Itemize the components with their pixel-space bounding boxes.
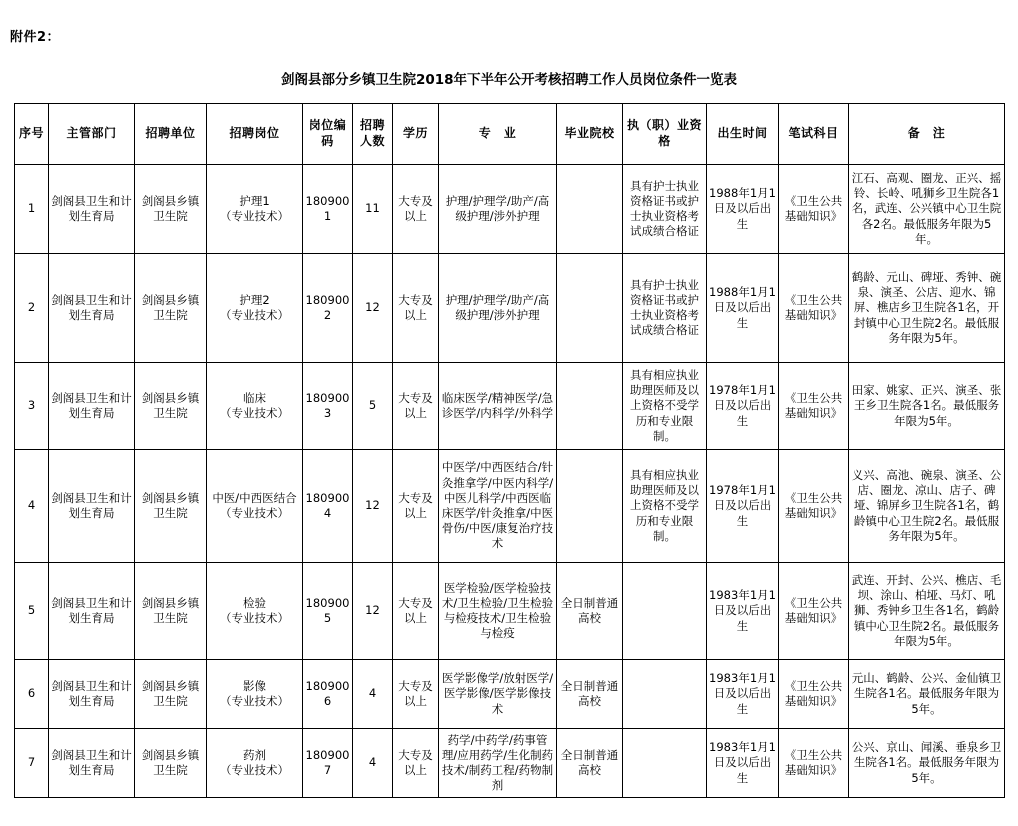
cell-major: 临床医学/精神医学/急诊医学/内科学/外科学 — [439, 363, 557, 450]
cell-remark: 鹤龄、元山、碑垭、秀钟、碗泉、演圣、公店、迎水、锦屏、樵店乡卫生院各1名，开封镇中心卫生院2名。最低服务年限为5年。 — [849, 254, 1005, 363]
cell-license: 具有护士执业资格证书或护士执业资格考试成绩合格证 — [623, 254, 707, 363]
cell-education: 大专及以上 — [393, 563, 439, 660]
cell-seq: 3 — [15, 363, 49, 450]
cell-position: 护理2 （专业技术） — [207, 254, 303, 363]
cell-seq: 1 — [15, 165, 49, 254]
cell-exam: 《卫生公共基础知识》 — [779, 729, 849, 798]
cell-exam: 《卫生公共基础知识》 — [779, 450, 849, 563]
cell-authority: 剑阁县卫生和计划生育局 — [49, 729, 135, 798]
cell-exam: 《卫生公共基础知识》 — [779, 165, 849, 254]
cell-major: 中医学/中西医结合/针灸推拿学/中医内科学/中医儿科学/中西医临床医学/针灸推拿/中医骨伤/中医/康复治疗技术 — [439, 450, 557, 563]
column-header-position: 招聘岗位 — [207, 104, 303, 165]
cell-headcount: 4 — [353, 660, 393, 729]
cell-seq: 4 — [15, 450, 49, 563]
cell-code: 1809003 — [303, 363, 353, 450]
table-row — [15, 660, 1005, 729]
cell-education: 大专及以上 — [393, 363, 439, 450]
cell-license — [623, 660, 707, 729]
cell-headcount: 12 — [353, 450, 393, 563]
cell-education: 大专及以上 — [393, 254, 439, 363]
column-header-employer: 招聘单位 — [135, 104, 207, 165]
cell-school — [557, 363, 623, 450]
cell-employer: 剑阁县乡镇卫生院 — [135, 563, 207, 660]
cell-remark: 义兴、高池、碗泉、演圣、公店、圈龙、凉山、店子、碑垭、锦屏乡卫生院各1名，鹤龄镇中心卫生院2名。最低服务年限为5年。 — [849, 450, 1005, 563]
table-row — [15, 254, 1005, 363]
table-body — [15, 165, 1005, 798]
cell-headcount: 5 — [353, 363, 393, 450]
cell-license — [623, 563, 707, 660]
cell-employer: 剑阁县乡镇卫生院 — [135, 729, 207, 798]
column-header-headcount: 招聘人数 — [353, 104, 393, 165]
table-row — [15, 729, 1005, 798]
cell-education: 大专及以上 — [393, 165, 439, 254]
column-header-license: 执（职）业资格 — [623, 104, 707, 165]
table-row — [15, 563, 1005, 660]
cell-employer: 剑阁县乡镇卫生院 — [135, 450, 207, 563]
cell-code: 1809007 — [303, 729, 353, 798]
cell-remark: 江石、高观、圈龙、正兴、摇铃、长岭、吼狮乡卫生院各1名，武连、公兴镇中心卫生院各2名。最低服务年限为5年。 — [849, 165, 1005, 254]
cell-position: 影像 （专业技术） — [207, 660, 303, 729]
column-header-major: 专 业 — [439, 104, 557, 165]
cell-education: 大专及以上 — [393, 729, 439, 798]
cell-code: 1809001 — [303, 165, 353, 254]
cell-code: 1809006 — [303, 660, 353, 729]
table-header-row — [15, 104, 1005, 165]
column-header-authority: 主管部门 — [49, 104, 135, 165]
cell-authority: 剑阁县卫生和计划生育局 — [49, 450, 135, 563]
cell-school: 全日制普通高校 — [557, 563, 623, 660]
column-header-seq: 序号 — [15, 104, 49, 165]
page-title: 剑阁县部分乡镇卫生院2018年下半年公开考核招聘工作人员岗位条件一览表 — [280, 72, 738, 88]
cell-birth: 1978年1月1日及以后出生 — [707, 363, 779, 450]
cell-exam: 《卫生公共基础知识》 — [779, 254, 849, 363]
cell-birth: 1978年1月1日及以后出生 — [707, 450, 779, 563]
cell-major: 药学/中药学/药事管理/应用药学/生化制药技术/制药工程/药物制剂 — [439, 729, 557, 798]
cell-birth: 1983年1月1日及以后出生 — [707, 729, 779, 798]
cell-license: 具有相应执业助理医师及以上资格不受学历和专业限制。 — [623, 363, 707, 450]
cell-birth: 1988年1月1日及以后出生 — [707, 254, 779, 363]
cell-headcount: 4 — [353, 729, 393, 798]
cell-major: 医学影像学/放射医学/医学影像/医学影像技术 — [439, 660, 557, 729]
cell-headcount: 12 — [353, 254, 393, 363]
cell-position: 检验 （专业技术） — [207, 563, 303, 660]
column-header-birth: 出生时间 — [707, 104, 779, 165]
cell-education: 大专及以上 — [393, 660, 439, 729]
cell-school — [557, 450, 623, 563]
cell-license: 具有相应执业助理医师及以上资格不受学历和专业限制。 — [623, 450, 707, 563]
cell-employer: 剑阁县乡镇卫生院 — [135, 660, 207, 729]
cell-code: 1809005 — [303, 563, 353, 660]
cell-employer: 剑阁县乡镇卫生院 — [135, 363, 207, 450]
cell-exam: 《卫生公共基础知识》 — [779, 660, 849, 729]
cell-authority: 剑阁县卫生和计划生育局 — [49, 363, 135, 450]
cell-school — [557, 254, 623, 363]
cell-major: 护理/护理学/助产/高级护理/涉外护理 — [439, 254, 557, 363]
cell-seq: 6 — [15, 660, 49, 729]
cell-employer: 剑阁县乡镇卫生院 — [135, 165, 207, 254]
table-row — [15, 450, 1005, 563]
column-header-exam: 笔试科目 — [779, 104, 849, 165]
cell-remark: 田家、姚家、正兴、演圣、张王乡卫生院各1名。最低服务年限为5年。 — [849, 363, 1005, 450]
cell-major: 医学检验/医学检验技术/卫生检验/卫生检验与检疫技术/卫生检验与检疫 — [439, 563, 557, 660]
table-header — [15, 104, 1005, 165]
cell-school — [557, 165, 623, 254]
cell-exam: 《卫生公共基础知识》 — [779, 563, 849, 660]
cell-major: 护理/护理学/助产/高级护理/涉外护理 — [439, 165, 557, 254]
cell-position: 药剂 （专业技术） — [207, 729, 303, 798]
attachment-label: 附件2： — [10, 30, 61, 45]
cell-school: 全日制普通高校 — [557, 660, 623, 729]
cell-authority: 剑阁县卫生和计划生育局 — [49, 563, 135, 660]
table-row — [15, 363, 1005, 450]
cell-education: 大专及以上 — [393, 450, 439, 563]
cell-position: 中医/中西医结合 （专业技术） — [207, 450, 303, 563]
cell-license: 具有护士执业资格证书或护士执业资格考试成绩合格证 — [623, 165, 707, 254]
cell-seq: 2 — [15, 254, 49, 363]
cell-seq: 7 — [15, 729, 49, 798]
cell-code: 1809004 — [303, 450, 353, 563]
column-header-code: 岗位编码 — [303, 104, 353, 165]
cell-authority: 剑阁县卫生和计划生育局 — [49, 165, 135, 254]
column-header-school: 毕业院校 — [557, 104, 623, 165]
table-row — [15, 165, 1005, 254]
cell-position: 护理1 （专业技术） — [207, 165, 303, 254]
cell-exam: 《卫生公共基础知识》 — [779, 363, 849, 450]
column-header-education: 学历 — [393, 104, 439, 165]
cell-remark: 武连、开封、公兴、樵店、毛坝、涂山、柏垭、马灯、吼狮、秀钟乡卫生各1名，鹤龄镇中心卫生院2名。最低服务年限为5年。 — [849, 563, 1005, 660]
recruitment-table-wrapper — [14, 103, 1004, 798]
recruitment-table — [14, 103, 1005, 798]
cell-seq: 5 — [15, 563, 49, 660]
cell-remark: 公兴、京山、闻溪、垂泉乡卫生院各1名。最低服务年限为5年。 — [849, 729, 1005, 798]
cell-code: 1809002 — [303, 254, 353, 363]
cell-birth: 1988年1月1日及以后出生 — [707, 165, 779, 254]
cell-authority: 剑阁县卫生和计划生育局 — [49, 660, 135, 729]
column-header-remark: 备 注 — [849, 104, 1005, 165]
cell-license — [623, 729, 707, 798]
cell-position: 临床 （专业技术） — [207, 363, 303, 450]
cell-headcount: 11 — [353, 165, 393, 254]
cell-employer: 剑阁县乡镇卫生院 — [135, 254, 207, 363]
cell-birth: 1983年1月1日及以后出生 — [707, 660, 779, 729]
cell-authority: 剑阁县卫生和计划生育局 — [49, 254, 135, 363]
cell-headcount: 12 — [353, 563, 393, 660]
cell-birth: 1983年1月1日及以后出生 — [707, 563, 779, 660]
cell-remark: 元山、鹤龄、公兴、金仙镇卫生院各1名。最低服务年限为5年。 — [849, 660, 1005, 729]
cell-school: 全日制普通高校 — [557, 729, 623, 798]
